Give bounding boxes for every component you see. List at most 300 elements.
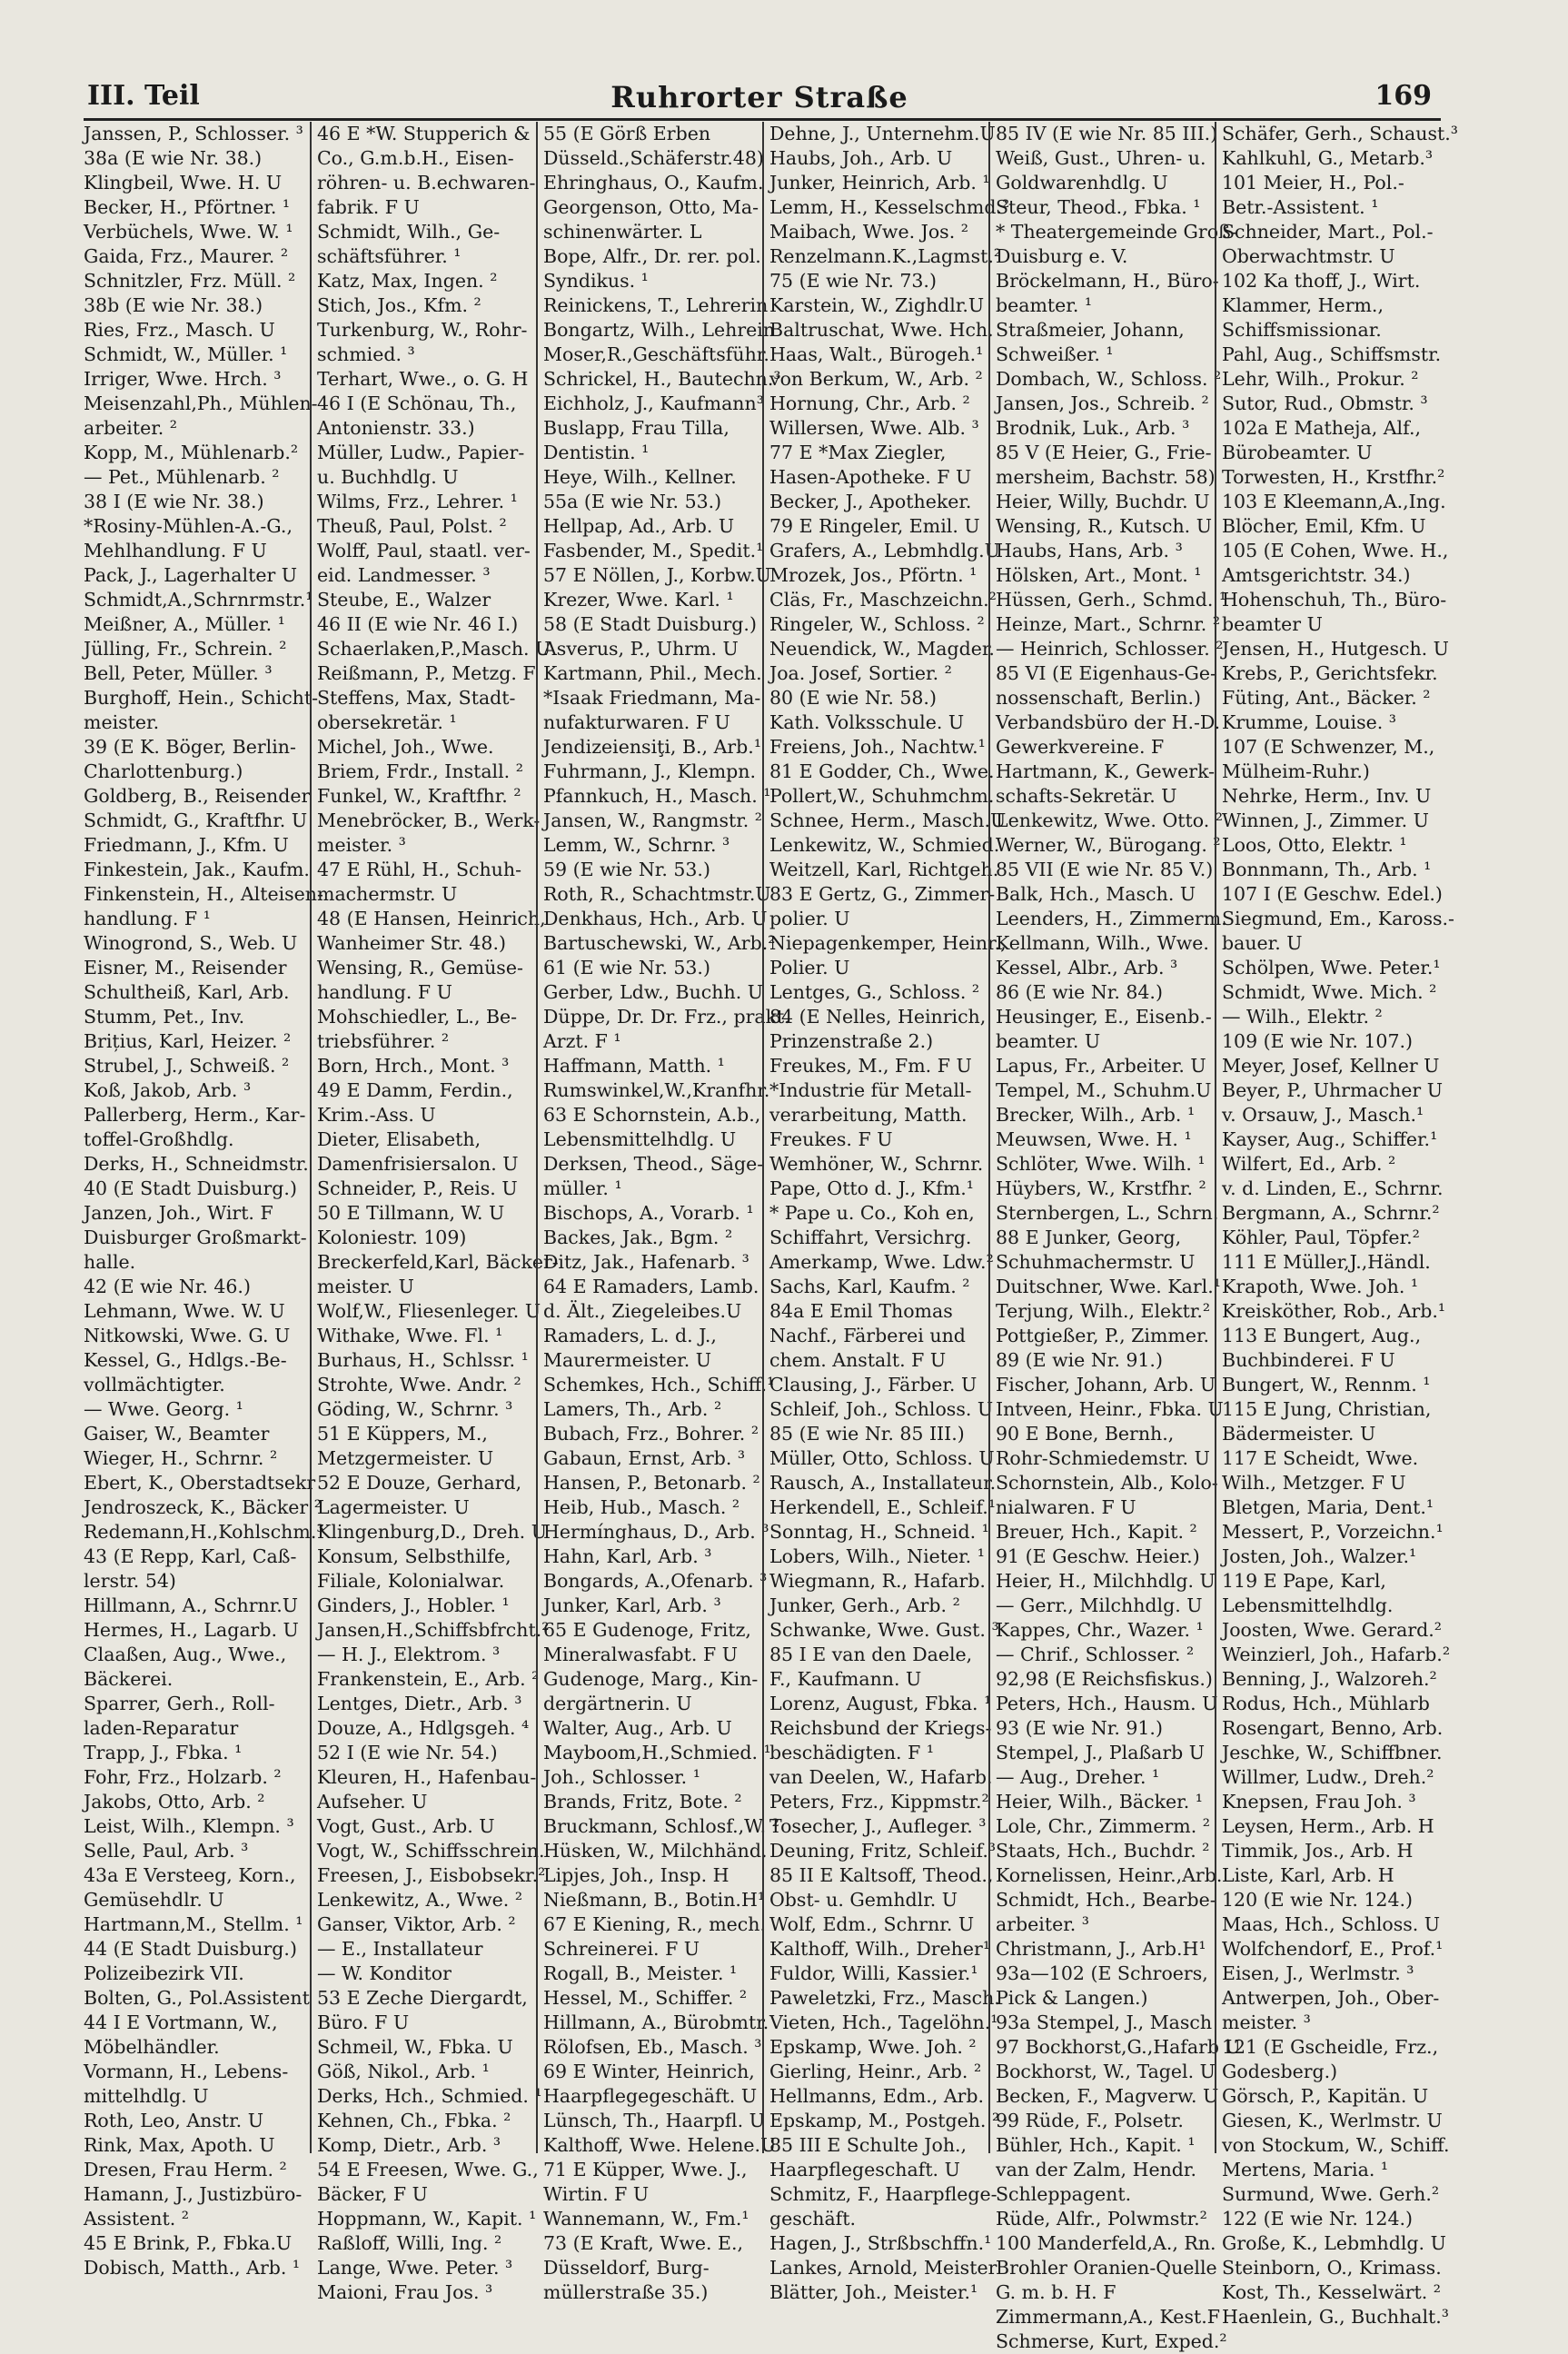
directory-entry: Ringeler, W., Schloss. ² [769, 613, 985, 635]
directory-entry: Jeschke, W., Schiffbner. [1222, 1742, 1443, 1763]
column-1 [84, 122, 324, 2279]
directory-entry: 50 E Tillmann, W. U [317, 1202, 505, 1224]
directory-entry: 85 VII (E wie Nr. 85 V.) [996, 859, 1214, 880]
directory-entry: Lentges, Dietr., Arb. ³ [317, 1693, 522, 1714]
directory-entry: 105 (E Cohen, Wwe. H., [1222, 540, 1449, 561]
directory-entry: Reinickens, T., Lehrerin [543, 294, 769, 316]
directory-entry: Maurermeister. U [543, 1349, 712, 1371]
directory-entry: meister. U [317, 1276, 414, 1297]
directory-entry: Josten, Joh., Walzer.¹ [1222, 1545, 1417, 1567]
directory-entry: Strohte, Wwe. Andr. ² [317, 1374, 521, 1396]
directory-entry: Finkestein, Jak., Kaufm. [84, 859, 310, 880]
directory-entry: 59 (E wie Nr. 53.) [543, 859, 710, 880]
directory-entry: machermstr. U [317, 883, 458, 905]
directory-entry: 93a—102 (E Schroers, [996, 1962, 1208, 1984]
directory-entry: Rausch, A., Installateur. [769, 1472, 997, 1494]
directory-entry: 49 E Damm, Ferdin., [317, 1079, 513, 1101]
part-label: III. Teil [87, 80, 200, 112]
directory-entry: Mineralwasfabt. F U [543, 1644, 738, 1665]
page-header [87, 74, 1432, 116]
directory-entry: Kessel, G., Hdlgs.-Be- [84, 1349, 287, 1371]
directory-entry: *Industrie für Metall- [769, 1079, 972, 1101]
directory-entry: Maioni, Frau Jos. ³ [317, 2281, 493, 2303]
directory-entry: 107 (E Schwenzer, M., [1222, 736, 1435, 758]
directory-entry: Claaßen, Aug., Wwe., [84, 1644, 287, 1665]
directory-entry: Vieten, Hch., Tagelöhn.¹ [769, 2011, 998, 2033]
directory-entry: arbeiter. ² [84, 417, 178, 439]
directory-entry: vollmächtigter. [84, 1374, 225, 1396]
directory-entry: Turkenburg, W., Rohr- [317, 319, 528, 341]
directory-entry: Koß, Jakob, Arb. ³ [84, 1079, 252, 1101]
directory-entry: Michel, Joh., Wwe. [317, 736, 494, 758]
directory-entry: Schultheiß, Karl, Arb. [84, 981, 290, 1003]
directory-entry: Theuß, Paul, Polst. ² [317, 515, 507, 537]
directory-entry: Haas, Walt., Bürogeh.¹ [769, 343, 984, 365]
directory-entry: Winogrond, S., Web. U [84, 932, 298, 954]
directory-entry: Ramaders, L. d. J., [543, 1325, 717, 1346]
directory-entry: Pfannkuch, H., Masch. ¹ [543, 785, 771, 807]
directory-entry: Lenkewitz, Wwe. Otto. ² [996, 809, 1223, 831]
directory-entry: Selle, Paul, Arb. ³ [84, 1840, 249, 1862]
directory-entry: Willmer, Ludw., Dreh.² [1222, 1766, 1434, 1788]
directory-entry: Kellmann, Wilh., Wwe. [996, 932, 1209, 954]
directory-entry: Bungert, W., Rennm. ¹ [1222, 1374, 1431, 1396]
directory-entry: Schornstein, Alb., Kolo- [996, 1472, 1218, 1494]
directory-entry: beschädigten. F ¹ [769, 1742, 935, 1763]
directory-entry: Bolten, G., Pol.Assistent [84, 1987, 310, 2009]
directory-entry: Wiegmann, R., Hafarb. [769, 1570, 986, 1592]
directory-entry: Bongartz, Wilh., Lehrein [543, 319, 776, 341]
directory-entry: Goldwarenhdlg. U [996, 172, 1168, 194]
directory-entry: Lebensmittelhdlg. U [543, 1128, 737, 1150]
directory-entry: Hillmann, A., Schrnr.U [84, 1594, 299, 1616]
directory-entry: Peters, Frz., Kippmstr.² [769, 1791, 989, 1813]
directory-entry: 93 (E wie Nr. 91.) [996, 1717, 1163, 1739]
directory-entry: Roth, Leo, Anstr. U [84, 2110, 263, 2131]
directory-entry: Lapus, Fr., Arbeiter. U [996, 1055, 1206, 1077]
directory-entry: Pick & Langen.) [996, 1987, 1148, 2009]
directory-entry: Heier, Willy, Buchdr. U [996, 491, 1210, 512]
directory-entry: v. Orsauw, J., Masch.¹ [1222, 1104, 1424, 1126]
directory-entry: Bröckelmann, H., Büro- [996, 270, 1219, 292]
directory-entry: — Heinrich, Schlosser. ² [996, 638, 1224, 660]
directory-entry: 85 V (E Heier, G., Frie- [996, 442, 1212, 463]
directory-entry: Leenders, H., Zimmerm. [996, 908, 1227, 929]
directory-entry: — Gerr., Milchhdlg. U [996, 1594, 1203, 1616]
directory-entry: Gierling, Heinr., Arb. ² [769, 2061, 982, 2082]
directory-entry: 55 (E Görß Erben [543, 123, 711, 144]
directory-entry: Krezer, Wwe. Karl. ¹ [543, 589, 734, 611]
directory-entry: v. d. Linden, E., Schrnr. [1222, 1177, 1444, 1199]
directory-entry: meister. [84, 711, 160, 733]
directory-entry: 48 (E Hansen, Heinrich, [317, 908, 546, 929]
directory-entry: Grafers, A., Lebmhdlg.U [769, 540, 1000, 561]
directory-entry: Hansen, P., Betonarb. ² [543, 1472, 760, 1494]
directory-entry: Schmidt, Wwe. Mich. ² [1222, 981, 1437, 1003]
directory-entry: Junker, Heinrich, Arb. ¹ [769, 172, 990, 194]
directory-entry: Görsch, P., Kapitän. U [1222, 2085, 1429, 2107]
directory-entry: Becker, J., Apotheker. [769, 491, 972, 512]
directory-entry: Mülheim-Ruhr.) [1222, 760, 1370, 782]
directory-entry: 91 (E Geschw. Heier.) [996, 1545, 1200, 1567]
directory-entry: Oberwachtmstr. U [1222, 245, 1395, 267]
directory-entry: Freesen, J., Eisbobsekr.² [317, 1864, 546, 1886]
directory-entry: Tempel, M., Schuhm.U [996, 1079, 1212, 1101]
directory-entry: Duisburg e. V. [996, 245, 1128, 267]
directory-entry: Mayboom,H.,Schmied. ¹ [543, 1742, 771, 1763]
directory-entry: Damenfrisiersalon. U [317, 1153, 519, 1175]
directory-entry: Wilh., Metzger. F U [1222, 1472, 1406, 1494]
directory-entry: Jülling, Fr., Schrein. ² [84, 638, 287, 660]
directory-entry: Düsseldorf, Burg- [543, 2257, 710, 2279]
directory-entry: schmied. ³ [317, 343, 415, 365]
directory-entry: Wolfchendorf, E., Prof.¹ [1222, 1938, 1444, 1960]
directory-entry: Bäcker, F U [317, 2183, 428, 2205]
directory-entry: — Wwe. Georg. ¹ [84, 1398, 243, 1420]
directory-entry: Rohr-Schmiedemstr. U [996, 1447, 1210, 1469]
directory-entry: 102a E Matheja, Alf., [1222, 417, 1421, 439]
directory-entry: 119 E Pape, Karl, [1222, 1570, 1386, 1592]
directory-entry: Schmidt,A.,Schrnrmstr.¹ [84, 589, 313, 611]
directory-entry: Kehnen, Ch., Fbka. ² [317, 2110, 511, 2131]
directory-entry: Schmeil, W., Fbka. U [317, 2036, 513, 2058]
directory-entry: Fasbender, M., Spedit.¹ [543, 540, 764, 561]
directory-entry: Hamann, J., Justizbüro- [84, 2183, 303, 2205]
directory-entry: Hohenschuh, Th., Büro- [1222, 589, 1447, 611]
directory-entry: Kahlkuhl, G., Metarb.³ [1222, 147, 1434, 169]
directory-entry: Eisner, M., Reisender [84, 957, 287, 978]
directory-entry: Breckerfeld,Karl, Bäcker- [317, 1251, 559, 1273]
directory-entry: 89 (E wie Nr. 91.) [996, 1349, 1163, 1371]
directory-entry: Stempel, J., Plaßarb U [996, 1742, 1206, 1763]
directory-entry: Friedmann, J., Kfm. U [84, 834, 289, 856]
directory-entry: 122 (E wie Nr. 124.) [1222, 2208, 1414, 2230]
directory-entry: von Stockum, W., Schiff. [1222, 2134, 1450, 2156]
directory-entry: Assistent. ² [84, 2208, 189, 2230]
directory-entry: Pape, Otto d. J., Kfm.¹ [769, 1177, 974, 1199]
directory-entry: 53 E Zeche Diergardt, [317, 1987, 528, 2009]
directory-entry: 99 Rüde, F., Polsetr. [996, 2110, 1184, 2131]
directory-entry: arbeiter. ³ [996, 1913, 1090, 1935]
directory-entry: Obst- u. Gemhdlr. U [769, 1889, 958, 1911]
directory-entry: 88 E Junker, Georg, [996, 1227, 1182, 1248]
directory-entry: Bell, Peter, Müller. ³ [84, 662, 273, 684]
directory-entry: 38 I (E wie Nr. 38.) [84, 491, 264, 512]
directory-entry: Düsseld.,Schäferstr.48) [543, 147, 764, 169]
directory-entry: Schmidt, Wilh., Ge- [317, 221, 501, 243]
directory-entry: geschäft. [769, 2208, 857, 2230]
directory-entry: Meißner, A., Müller. ¹ [84, 613, 285, 635]
directory-columns [84, 122, 1458, 2352]
directory-entry: Withake, Wwe. Fl. ¹ [317, 1325, 503, 1346]
directory-entry: Duisburger Großmarkt- [84, 1227, 307, 1248]
directory-entry: 54 E Freesen, Wwe. G., [317, 2159, 539, 2180]
directory-entry: — Chrif., Schlosser. ² [996, 1644, 1195, 1665]
directory-entry: Dehne, J., Unternehm.U [769, 123, 996, 144]
directory-entry: Douze, A., Hdlgsgeh. ⁴ [317, 1717, 530, 1739]
directory-entry: 80 (E wie Nr. 58.) [769, 687, 937, 709]
directory-entry: Rink, Max, Apoth. U [84, 2134, 275, 2156]
directory-entry: 84a E Emil Thomas [769, 1300, 953, 1322]
directory-entry: Pahl, Aug., Schiffsmstr. [1222, 343, 1442, 365]
directory-entry: Wolff, Paul, staatl. ver- [317, 540, 531, 561]
directory-entry: Komp, Dietr., Arb. ³ [317, 2134, 501, 2156]
directory-entry: Epskamp, Wwe. Joh. ² [769, 2036, 977, 2058]
directory-entry: Bockhorst, W., Tagel. U [996, 2061, 1216, 2082]
directory-entry: Nachf., Färberei und [769, 1325, 966, 1346]
directory-entry: Kath. Volksschule. U [769, 711, 965, 733]
directory-entry: Weitzell, Karl, Richtgeh. [769, 859, 999, 880]
directory-entry: Wemhöner, W., Schrnr. [769, 1153, 984, 1175]
directory-entry: Gaiser, W., Beamter [84, 1423, 270, 1445]
directory-entry: Roth, R., Schachtmstr.U [543, 883, 771, 905]
directory-entry: beamter U [1222, 613, 1323, 635]
directory-entry: Menebröcker, B., Werk- [317, 809, 541, 831]
directory-entry: Dobisch, Matth., Arb. ¹ [84, 2257, 301, 2279]
directory-entry: Wolf,W., Fliesenleger. U [317, 1300, 541, 1322]
directory-entry: Wilms, Frz., Lehrer. ¹ [317, 491, 518, 512]
page-number: 169 [1374, 80, 1432, 112]
directory-entry: Steube, E., Walzer [317, 589, 491, 611]
directory-entry: Hillmann, A., Bürobmtr. [543, 2011, 769, 2033]
directory-entry: Benning, J., Walzoreh.² [1222, 1668, 1437, 1690]
directory-entry: 46 I (E Schönau, Th., [317, 392, 517, 414]
directory-entry: — Aug., Dreher. ¹ [996, 1766, 1160, 1788]
directory-entry: van Deelen, W., Hafarb. [769, 1766, 993, 1788]
directory-entry: Maas, Hch., Schloss. U [1222, 1913, 1441, 1935]
directory-entry: Möbelhändler. [84, 2036, 220, 2058]
directory-entry: Duitschner, Wwe. Karl.¹ [996, 1276, 1221, 1297]
directory-entry: Staats, Hch., Buchdr. ² [996, 1840, 1210, 1862]
directory-entry: handlung. F U [317, 981, 452, 1003]
directory-entry: Ginders, J., Hobler. ¹ [317, 1594, 510, 1616]
directory-entry: Jakobs, Otto, Arb. ² [84, 1791, 265, 1813]
directory-entry: Klingenburg,D., Dreh. U [317, 1521, 547, 1543]
directory-entry: Derksen, Theod., Säge- [543, 1153, 764, 1175]
directory-entry: Backes, Jak., Bgm. ² [543, 1227, 733, 1248]
directory-entry: Hellpap, Ad., Arb. U [543, 515, 735, 537]
directory-entry: Göß, Nikol., Arb. ¹ [317, 2061, 490, 2082]
directory-entry: Jendroszeck, K., Bäcker ² [84, 1496, 322, 1518]
directory-entry: Hüssen, Gerh., Schmd. ¹ [996, 589, 1227, 611]
directory-entry: 113 E Bungert, Aug., [1222, 1325, 1422, 1346]
directory-entry: Eichholz, J., Kaufmann³ [543, 392, 764, 414]
directory-entry: polier. U [769, 908, 850, 929]
directory-entry: Trapp, J., Fbka. ¹ [84, 1742, 243, 1763]
directory-entry: Reichsbund der Kriegs- [769, 1717, 992, 1739]
directory-entry: Kalthoff, Wwe. Helene.U [543, 2134, 777, 2156]
directory-entry: Nießmann, B., Botin.H¹ [543, 1889, 766, 1911]
directory-entry: — W. Konditor [317, 1962, 452, 1984]
directory-entry: Joa. Josef, Sortier. ² [769, 662, 952, 684]
directory-entry: Brecker, Wilh., Arb. ¹ [996, 1104, 1196, 1126]
directory-entry: Lipjes, Joh., Insp. H [543, 1864, 729, 1886]
directory-entry: Lagermeister. U [317, 1496, 470, 1518]
directory-entry: eid. Landmesser. ³ [317, 564, 491, 586]
directory-entry: Gabaun, Ernst, Arb. ³ [543, 1447, 746, 1469]
directory-entry: Messert, P., Vorzeichn.¹ [1222, 1521, 1444, 1543]
directory-entry: Filiale, Kolonialwar. [317, 1570, 505, 1592]
directory-entry: Ganser, Viktor, Arb. ² [317, 1913, 516, 1935]
directory-entry: 103 E Kleemann,A.,Ing. [1222, 491, 1446, 512]
directory-entry: Bonnmann, Th., Arb. ¹ [1222, 859, 1432, 880]
directory-entry: Bischops, A., Vorarb. ¹ [543, 1202, 754, 1224]
column-5 [988, 122, 1241, 2352]
directory-entry: Aufseher. U [317, 1791, 428, 1813]
directory-entry: Hermes, H., Lagarb. U [84, 1619, 299, 1641]
street-heading: Ruhrorter Straße [610, 80, 908, 114]
directory-entry: 85 I E van den Daele, [769, 1644, 973, 1665]
directory-entry: 109 (E wie Nr. 107.) [1222, 1030, 1414, 1052]
directory-entry: Dombach, W., Schloss. ² [996, 368, 1222, 390]
directory-entry: Schleppagent. [996, 2183, 1132, 2205]
directory-entry: Wensing, R., Gemüse- [317, 957, 523, 978]
directory-entry: nossenschaft, Berlin.) [996, 687, 1202, 709]
directory-entry: Brițius, Karl, Heizer. ² [84, 1030, 292, 1052]
column-3 [536, 122, 790, 2303]
directory-entry: Kalthoff, Wilh., Dreher¹ [769, 1938, 991, 1960]
directory-entry: Dresen, Frau Herm. ² [84, 2159, 287, 2180]
directory-entry: Co., G.m.b.H., Eisen- [317, 147, 514, 169]
directory-entry: Ehringhaus, O., Kaufm. [543, 172, 764, 194]
directory-entry: Schölpen, Wwe. Peter.¹ [1222, 957, 1441, 978]
directory-entry: Göding, W., Schrnr. ³ [317, 1398, 513, 1420]
directory-entry: 107 I (E Geschw. Edel.) [1222, 883, 1443, 905]
directory-entry: Schneider, P., Reis. U [317, 1177, 518, 1199]
directory-entry: Mehlhandlung. F U [84, 540, 267, 561]
directory-entry: 90 E Bone, Bernh., [996, 1423, 1175, 1445]
directory-entry: meister. ³ [317, 834, 406, 856]
directory-entry: Hessel, M., Schiffer. ² [543, 1987, 748, 2009]
directory-entry: Krumme, Louise. ³ [1222, 711, 1396, 733]
directory-entry: Hölsken, Art., Mont. ¹ [996, 564, 1202, 586]
header-rule [84, 118, 1441, 121]
directory-entry: Gudenoge, Marg., Kin- [543, 1668, 759, 1690]
directory-entry: Hartmann,M., Stellm. ¹ [84, 1913, 303, 1935]
directory-entry: Fohr, Frz., Holzarb. ² [84, 1766, 282, 1788]
directory-entry: Blöcher, Emil, Kfm. U [1222, 515, 1426, 537]
directory-entry: Stich, Jos., Kfm. ² [317, 294, 481, 316]
directory-entry: mittelhdlg. U [84, 2085, 209, 2107]
directory-entry: Sonntag, H., Schneid. ¹ [769, 1521, 989, 1543]
directory-entry: lerstr. 54) [84, 1570, 176, 1592]
directory-entry: Wannemann, W., Fm.¹ [543, 2208, 749, 2230]
directory-entry: Kayser, Aug., Schiffer.¹ [1222, 1128, 1438, 1150]
directory-entry: Cläs, Fr., Maschzeichn.² [769, 589, 997, 611]
directory-entry: Lünsch, Th., Haarpfl. U [543, 2110, 765, 2131]
directory-entry: Kost, Th., Kesselwärt. ² [1222, 2281, 1442, 2303]
directory-entry: Sparrer, Gerh., Roll- [84, 1693, 275, 1714]
directory-entry: 45 E Brink, P., Fbka.U [84, 2232, 293, 2254]
directory-entry: Vormann, H., Lebens- [84, 2061, 289, 2082]
directory-entry: nialwaren. F U [996, 1496, 1136, 1518]
directory-entry: Betr.-Assistent. ¹ [1222, 196, 1379, 218]
directory-entry: Breuer, Hch., Kapit. ² [996, 1521, 1197, 1543]
directory-entry: Gemüsehdlr. U [84, 1889, 224, 1911]
directory-entry: 51 E Küppers, M., [317, 1423, 488, 1445]
directory-entry: Steur, Theod., Fbka. ¹ [996, 196, 1201, 218]
directory-entry: Epskamp, M., Postgeh. ² [769, 2110, 1000, 2131]
directory-entry: Briem, Frdr., Install. ² [317, 760, 523, 782]
directory-entry: Surmund, Wwe. Gerh.² [1222, 2183, 1440, 2205]
directory-entry: 43 (E Repp, Karl, Caß- [84, 1545, 297, 1567]
directory-entry: Jansen, W., Rangmstr. ² [543, 809, 763, 831]
directory-entry: Meisenzahl,Ph., Mühlen- [84, 392, 318, 414]
directory-entry: Renzelmann.K.,Lagmst.² [769, 245, 1002, 267]
directory-entry: Vogt, Gust., Arb. U [317, 1815, 495, 1837]
directory-entry: Heib, Hub., Masch. ² [543, 1496, 740, 1518]
directory-entry: Schiffahrt, Versichrg. [769, 1227, 972, 1248]
directory-entry: Clausing, J., Färber. U [769, 1374, 978, 1396]
directory-entry: chem. Anstalt. F U [769, 1349, 947, 1371]
directory-entry: 101 Meier, H., Pol.- [1222, 172, 1404, 194]
directory-entry: Wensing, R., Kutsch. U [996, 515, 1212, 537]
directory-entry: 46 II (E wie Nr. 46 I.) [317, 613, 519, 635]
directory-entry: Schwanke, Wwe. Gust. ³ [769, 1619, 999, 1641]
directory-entry: 117 E Scheidt, Wwe. [1222, 1447, 1419, 1469]
directory-entry: 69 E Winter, Heinrich, [543, 2061, 755, 2082]
directory-entry: Nitkowski, Wwe. G. U [84, 1325, 291, 1346]
directory-entry: Fuldor, Willi, Kassier.¹ [769, 1962, 978, 1984]
directory-entry: müllerstraße 35.) [543, 2281, 709, 2303]
directory-entry: Heier, H., Milchhdlg. U [996, 1570, 1216, 1592]
directory-entry: Schmidt, W., Müller. ¹ [84, 343, 288, 365]
directory-entry: Heye, Wilh., Kellner. [543, 466, 737, 488]
directory-entry: 75 (E wie Nr. 73.) [769, 270, 937, 292]
directory-entry: Kreisköther, Rob., Arb.¹ [1222, 1300, 1446, 1322]
directory-entry: Schnitzler, Frz. Müll. ² [84, 270, 296, 292]
directory-entry: Lange, Wwe. Peter. ³ [317, 2257, 513, 2279]
directory-entry: Steffens, Max, Stadt- [317, 687, 516, 709]
directory-entry: Denkhaus, Hch., Arb. U [543, 908, 768, 929]
directory-entry: 100 Manderfeld,A., Rn. [996, 2232, 1216, 2254]
directory-entry: Bubach, Frz., Bohrer. ² [543, 1423, 759, 1445]
directory-entry: Heier, Wilh., Bäcker. ¹ [996, 1791, 1203, 1813]
column-6 [1215, 122, 1458, 2328]
directory-entry: 79 E Ringeler, Emil. U [769, 515, 980, 537]
directory-entry: nufakturwaren. F U [543, 711, 730, 733]
directory-entry: Freukes. F U [769, 1128, 893, 1150]
directory-entry: Nehrke, Herm., Inv. U [1222, 785, 1432, 807]
directory-entry: Charlottenburg.) [84, 760, 243, 782]
directory-entry: Lamers, Th., Arb. ² [543, 1398, 722, 1420]
directory-entry: handlung. F ¹ [84, 908, 211, 929]
directory-entry: Moser,R.,Geschäftsführ. [543, 343, 769, 365]
directory-entry: 65 E Gudenoge, Fritz, [543, 1619, 751, 1641]
directory-entry: Buslapp, Frau Tilla, [543, 417, 729, 439]
directory-entry: Hornung, Chr., Arb. ² [769, 392, 970, 414]
directory-entry: Ries, Frz., Masch. U [84, 319, 275, 341]
directory-entry: toffel-Großhdlg. [84, 1128, 234, 1150]
column-2 [310, 122, 559, 2303]
directory-entry: Kopp, M., Mühlenarb.² [84, 442, 299, 463]
directory-entry: 55a (E wie Nr. 53.) [543, 491, 722, 512]
directory-entry: Verbüchels, Wwe. W. ¹ [84, 221, 293, 243]
directory-entry: Sachs, Karl, Kaufm. ² [769, 1276, 970, 1297]
directory-entry: Köhler, Paul, Töpfer.² [1222, 1227, 1420, 1248]
directory-entry: Lemm, W., Schrnr. ³ [543, 834, 730, 856]
directory-entry: Becken, F., Magverw. U [996, 2085, 1219, 2107]
directory-entry: Leysen, Herm., Arb. H [1222, 1815, 1434, 1837]
directory-entry: Intveen, Heinr., Fbka. U [996, 1398, 1224, 1420]
directory-entry: Klingbeil, Wwe. H. U [84, 172, 283, 194]
directory-entry: schäftsführer. ¹ [317, 245, 461, 267]
directory-entry: Knepsen, Frau Joh. ³ [1222, 1791, 1416, 1813]
directory-entry: Derks, H., Schneidmstr. [84, 1153, 309, 1175]
directory-entry: röhren- u. B.echwaren- [317, 172, 536, 194]
directory-entry: Syndikus. ¹ [543, 270, 649, 292]
directory-entry: Verbandsbüro der H.-D. [996, 711, 1221, 733]
